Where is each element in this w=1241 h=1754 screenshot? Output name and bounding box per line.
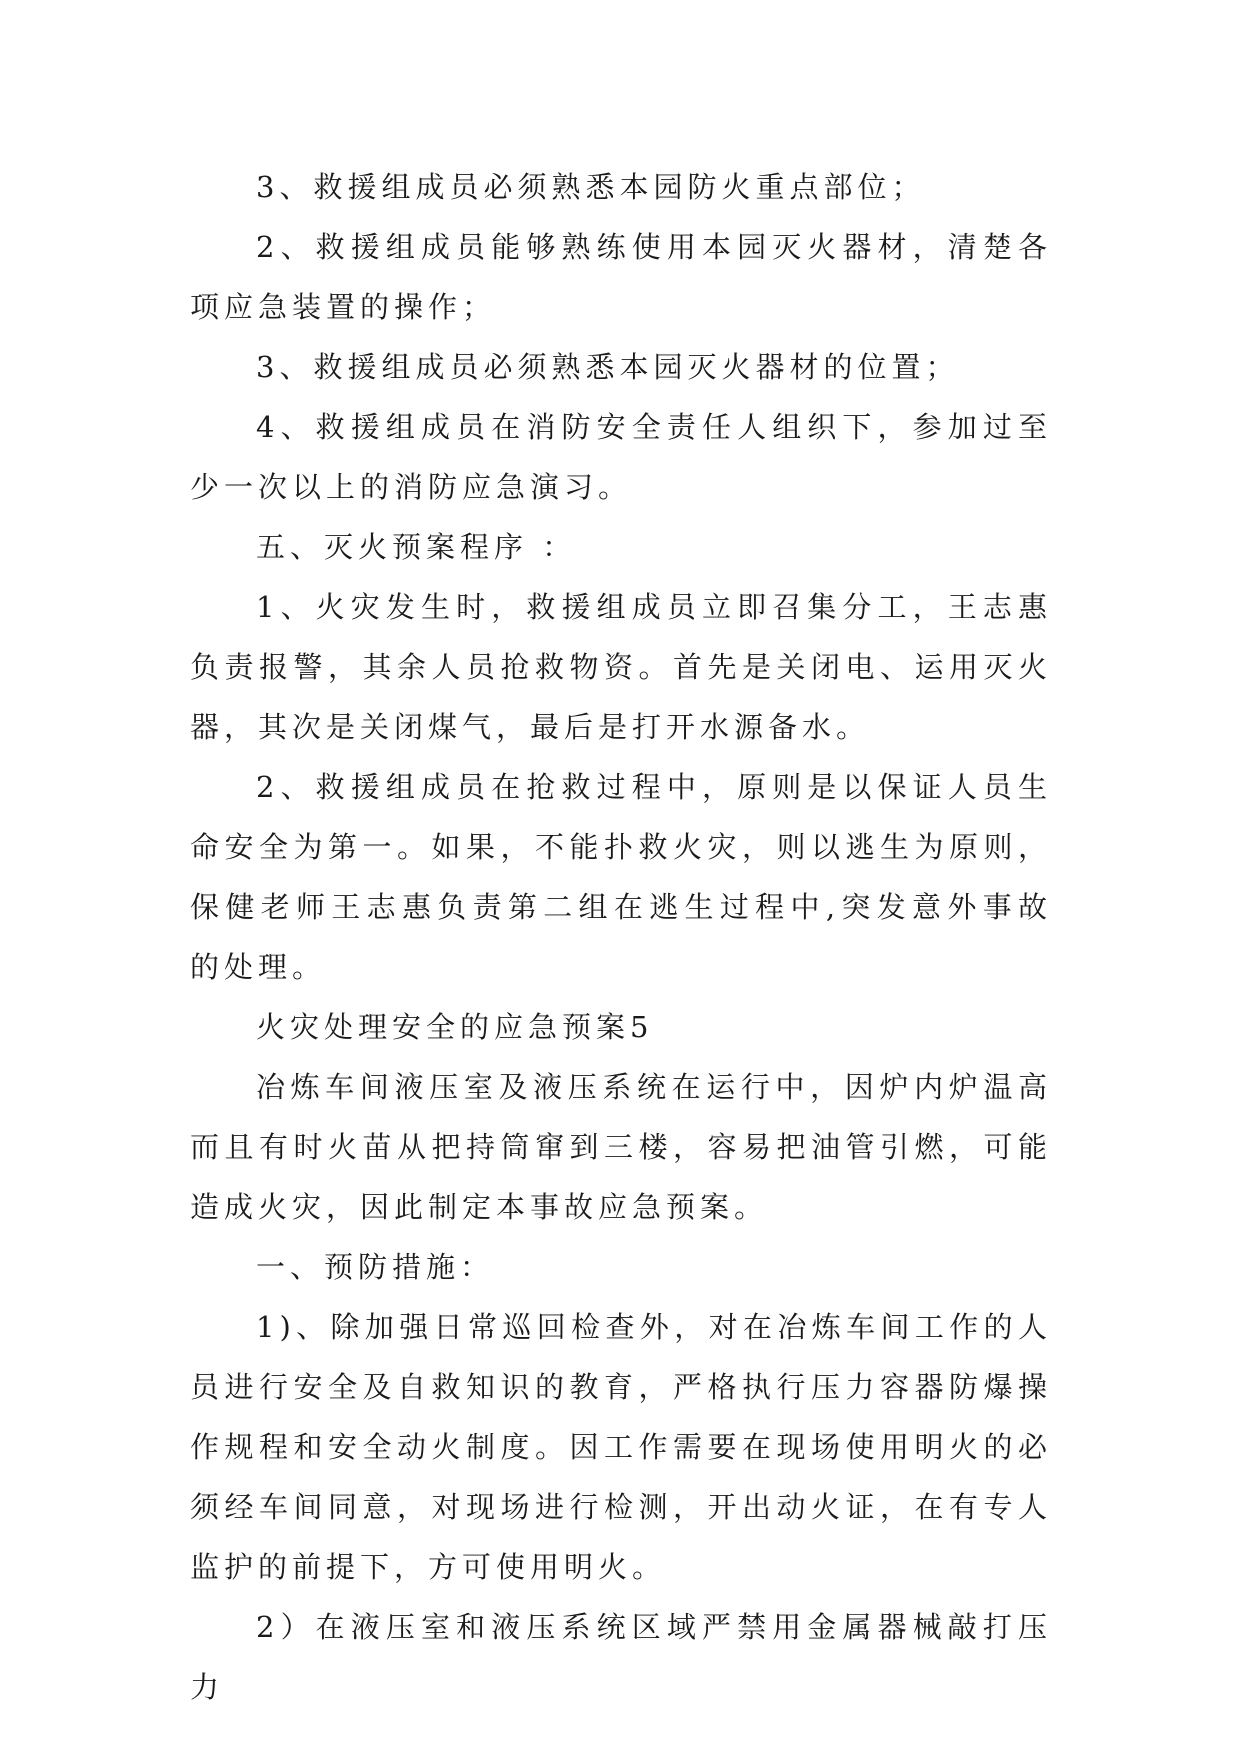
paragraph-smelting-intro: 冶炼车间液压室及液压系统在运行中，因炉内炉温高而且有时火苗从把持筒窜到三楼，容易把油管引燃，可能造成火灾，因此制定本事故应急预案。	[190, 1070, 1052, 1224]
paragraph-rescue-fire-points: 3、救援组成员必须熟悉本园防火重点部位；	[256, 170, 926, 204]
section-title-plan-5: 火灾处理安全的应急预案5	[256, 1010, 654, 1044]
paragraph-rescue-drill: 4、救援组成员在消防安全责任人组织下，参加过至少一次以上的消防应急演习。	[190, 410, 1052, 504]
paragraph-rescue-equipment-use: 2、救援组成员能够熟练使用本园灭火器材，清楚各项应急装置的操作；	[190, 230, 1052, 324]
document-body	[190, 157, 1052, 1717]
paragraph-fire-occurrence: 1、火灾发生时，救援组成员立即召集分工，王志惠负责报警，其余人员抢救物资。首先是关闭电、运用灭火器，其次是关闭煤气，最后是打开水源备水。	[190, 590, 1052, 744]
paragraph-prevention-1: 1)、除加强日常巡回检查外，对在冶炼车间工作的人员进行安全及自救知识的教育，严格执行压力容器防爆操作规程和安全动火制度。因工作需要在现场使用明火的必须经车间同意，对现场进行检测，开出动火证，在有专人监护的前提下，方可使用明火。	[190, 1310, 1052, 1584]
paragraph-rescue-principle: 2、救援组成员在抢救过程中，原则是以保证人员生命安全为第一。如果，不能扑救火灾，则以逃生为原则，保健老师王志惠负责第二组在逃生过程中,突发意外事故的处理。	[190, 770, 1052, 984]
section-heading-fire-procedure: 五、灭火预案程序 ：	[256, 530, 577, 564]
paragraph-prevention-2: 2）在液压室和液压系统区域严禁用金属器械敲打压力	[190, 1610, 1052, 1704]
section-heading-prevention: 一、预防措施：	[256, 1250, 495, 1284]
paragraph-rescue-equipment-location: 3、救援组成员必须熟悉本园灭火器材的位置；	[256, 350, 960, 384]
